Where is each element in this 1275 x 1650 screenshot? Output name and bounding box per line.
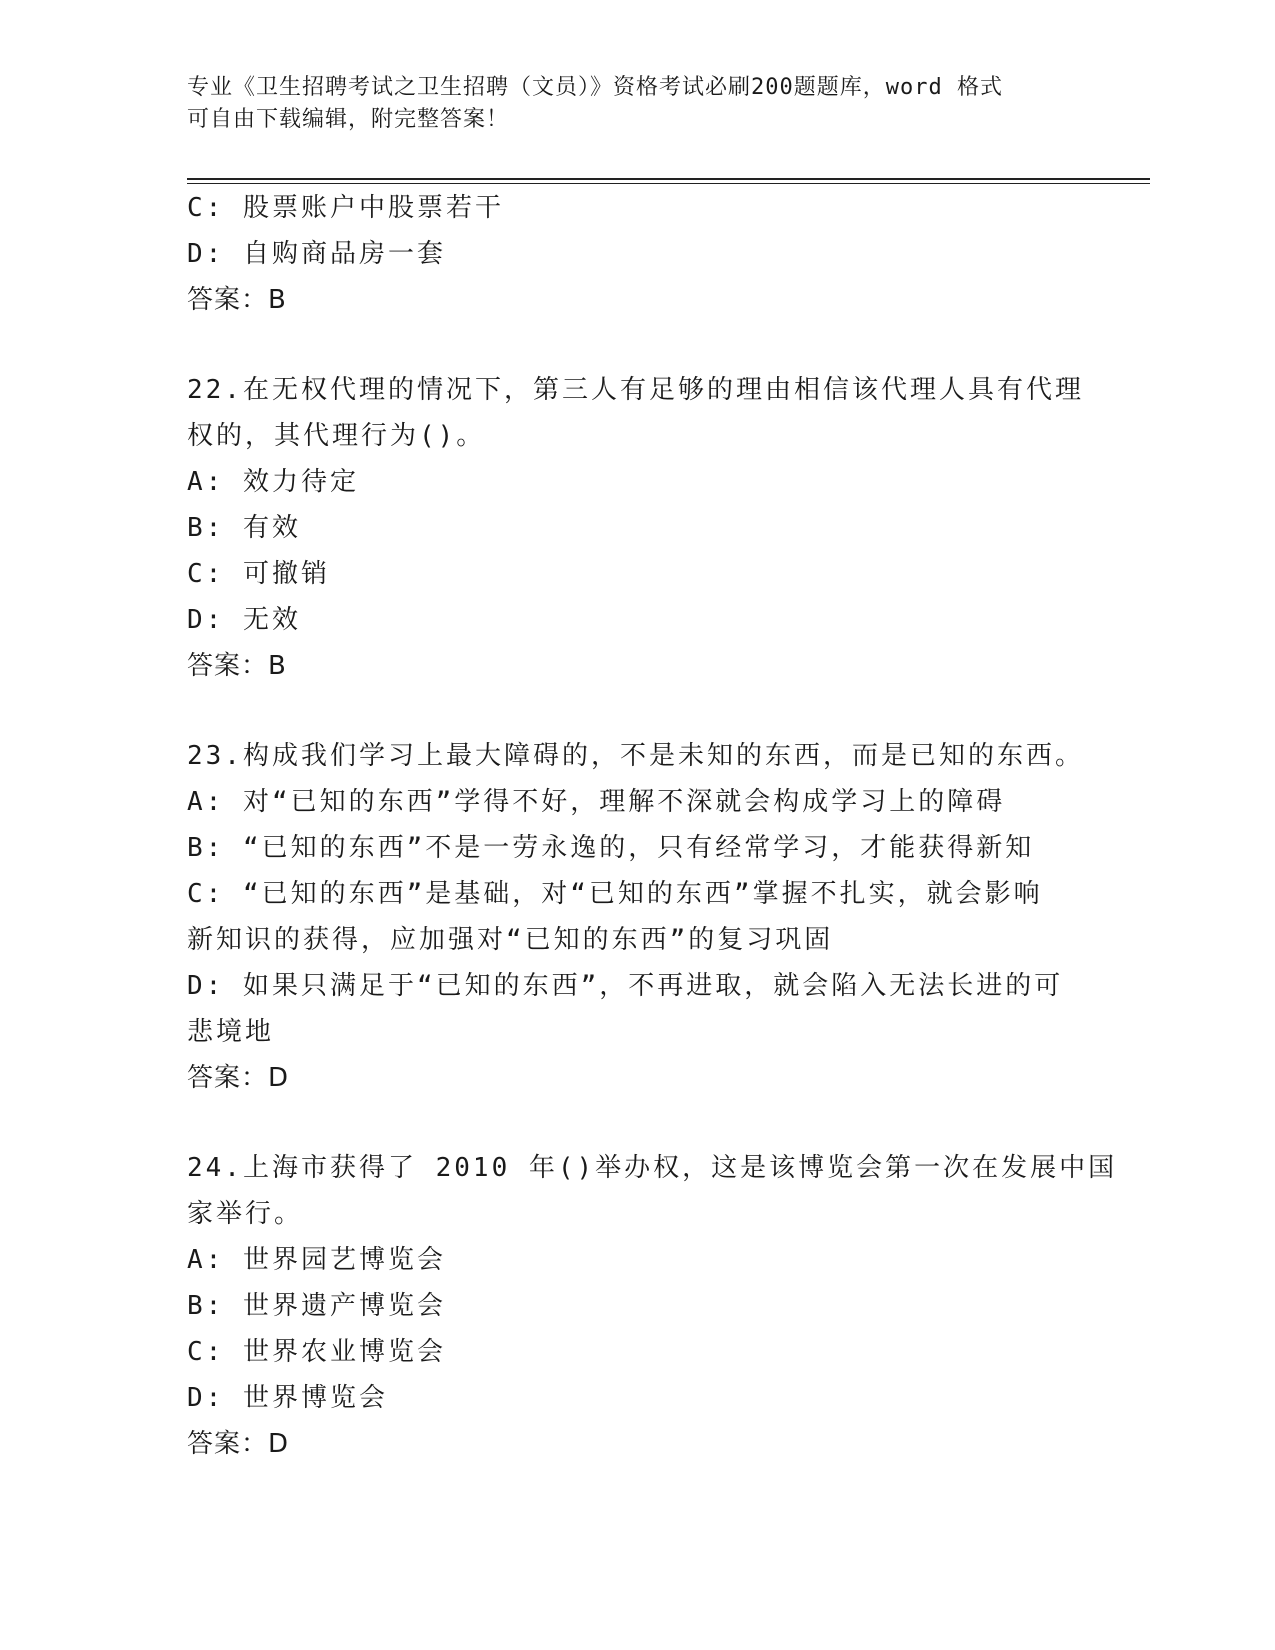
header-line-1: 专业《卫生招聘考试之卫生招聘（文员）》资格考试必刷200题题库，word 格式 [187, 75, 1003, 100]
option-line: B: “已知的东西”不是一劳永逸的，只有经常学习，才能获得新知 [187, 833, 1035, 863]
question-block-24 [187, 1145, 1118, 1467]
answer-line: 答案：D [187, 1429, 290, 1459]
answer-line: 答案：B [187, 285, 287, 315]
question-stem: 22.在无权代理的情况下，第三人有足够的理由相信该代理人具有代理 [187, 375, 1084, 405]
question-stem: 23.构成我们学习上最大障碍的，不是未知的东西，而是已知的东西。 [187, 741, 1084, 771]
option-line: A: 效力待定 [187, 467, 359, 497]
option-line: D: 如果只满足于“已知的东西”，不再进取，就会陷入无法长进的可 [187, 971, 1064, 1001]
header-line-2: 可自由下载编辑，附完整答案！ [187, 107, 510, 132]
question-stem: 24.上海市获得了 2010 年()举办权，这是该博览会第一次在发展中国 [187, 1153, 1118, 1183]
option-line: C: 股票账户中股票若干 [187, 193, 504, 223]
question-block-prev [187, 185, 1087, 323]
option-line: D: 世界博览会 [187, 1383, 388, 1413]
option-line: A: 对“已知的东西”学得不好，理解不深就会构成学习上的障碍 [187, 787, 1006, 817]
option-line: 悲境地 [187, 1017, 275, 1047]
answer-line: 答案：D [187, 1063, 290, 1093]
option-line: 新知识的获得，应加强对“已知的东西”的复习巩固 [187, 925, 834, 955]
document-header [187, 72, 1087, 136]
option-line: B: 世界遗产博览会 [187, 1291, 446, 1321]
option-line: B: 有效 [187, 513, 301, 543]
option-line: D: 自购商品房一套 [187, 239, 446, 269]
answer-line: 答案：B [187, 651, 287, 681]
question-stem: 权的，其代理行为()。 [187, 421, 486, 451]
question-block-22 [187, 367, 1087, 689]
header-rule-thick [187, 178, 1150, 180]
option-line: A: 世界园艺博览会 [187, 1245, 446, 1275]
option-line: D: 无效 [187, 605, 301, 635]
option-line: C: “已知的东西”是基础，对“已知的东西”掌握不扎实，就会影响 [187, 879, 1043, 909]
spacer [187, 1101, 1087, 1145]
header-rule-thin [187, 183, 1150, 184]
question-list [187, 185, 1118, 1467]
question-block-23 [187, 733, 1087, 1101]
spacer [187, 689, 1087, 733]
question-stem: 家举行。 [187, 1199, 304, 1229]
option-line: C: 可撤销 [187, 559, 330, 589]
spacer [187, 323, 1087, 367]
option-line: C: 世界农业博览会 [187, 1337, 446, 1367]
